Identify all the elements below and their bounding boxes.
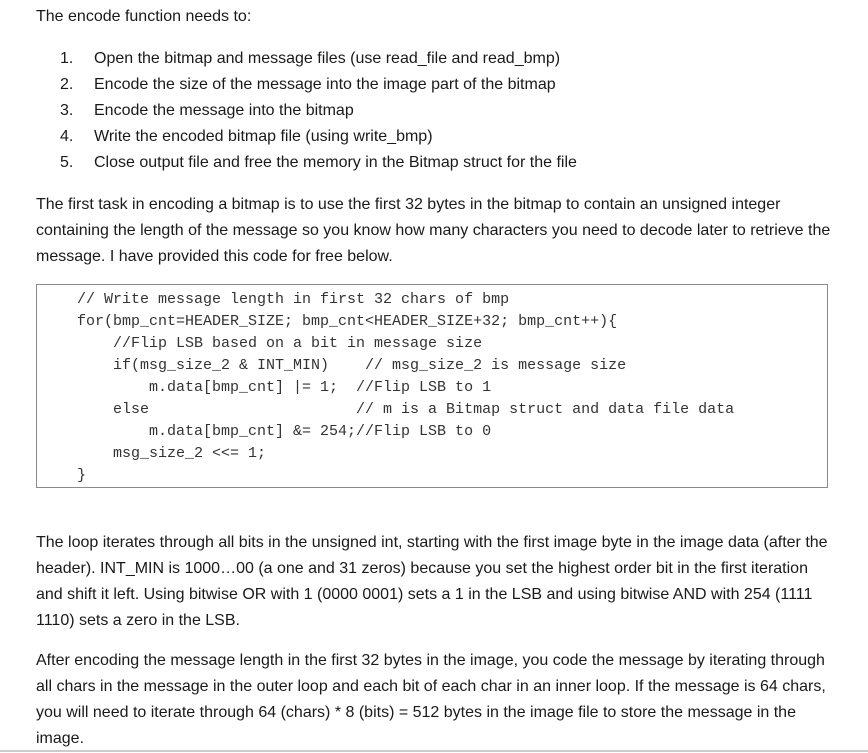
bottom-divider [0,750,868,752]
code-line: if(msg_size_2 & INT_MIN) // msg_size_2 is message size [77,357,627,374]
code-line: m.data[bmp_cnt] &= 254;//Flip LSB to 0 [77,423,492,440]
code-line: for(bmp_cnt=HEADER_SIZE; bmp_cnt<HEADER_SIZE+32; bmp_cnt++){ [77,313,618,330]
code-block [36,284,828,488]
code-line: msg_size_2 <<= 1; [77,445,267,462]
step-number: 1. [60,50,74,67]
paragraph-loop-explanation: The loop iterates through all bits in the unsigned int, starting with the first image byte in the image data (after the header). INT_MIN is 1000…00 (a one and 31 zeros) because you set the highest order bit in the first iteration and shift it left. Using bitwise OR with 1 (0000 0001) sets a 1 in the LSB and using bitwise AND with 254 (1111 1110) sets a zero in the LSB. [36,534,828,629]
step-number: 4. [60,128,74,145]
step-text: Close output file and free the memory in the Bitmap struct for the file [94,154,577,171]
paragraph-message-encoding: After encoding the message length in the first 32 bytes in the image, you code the message by iterating through all chars in the message in the outer loop and each bit of each char in an inner loop. If the message is 64 chars, you will need to iterate through 64 (chars) * 8 (bits) = 512 bytes in the image file to store the message in the image. [36,652,826,747]
code-text [77,289,734,487]
step-text: Write the encoded bitmap file (using write_bmp) [94,128,433,145]
step-item-3 [60,98,577,124]
step-item-5 [60,150,577,176]
step-number: 2. [60,76,74,93]
step-text: Encode the size of the message into the image part of the bitmap [94,76,556,93]
paragraph-first-task: The first task in encoding a bitmap is to use the first 32 bytes in the bitmap to contain an unsigned integer containing the length of the message so you know how many characters you need to decode later to retrieve the message. I have provided this code for free below. [36,196,831,265]
step-item-4 [60,124,577,150]
intro-heading: The encode function needs to: [36,8,252,25]
step-number: 5. [60,154,74,171]
step-text: Encode the message into the bitmap [94,102,354,119]
steps-list [60,46,577,176]
code-line: // Write message length in first 32 chars of bmp [77,291,510,308]
code-line: else // m is a Bitmap struct and data file data [77,401,735,418]
step-text: Open the bitmap and message files (use read_file and read_bmp) [94,50,561,67]
step-item-1 [60,46,577,72]
step-item-2 [60,72,577,98]
code-line: m.data[bmp_cnt] |= 1; //Flip LSB to 1 [77,379,492,396]
step-number: 3. [60,102,74,119]
code-line: //Flip LSB based on a bit in message size [77,335,483,352]
code-line: } [77,467,87,484]
